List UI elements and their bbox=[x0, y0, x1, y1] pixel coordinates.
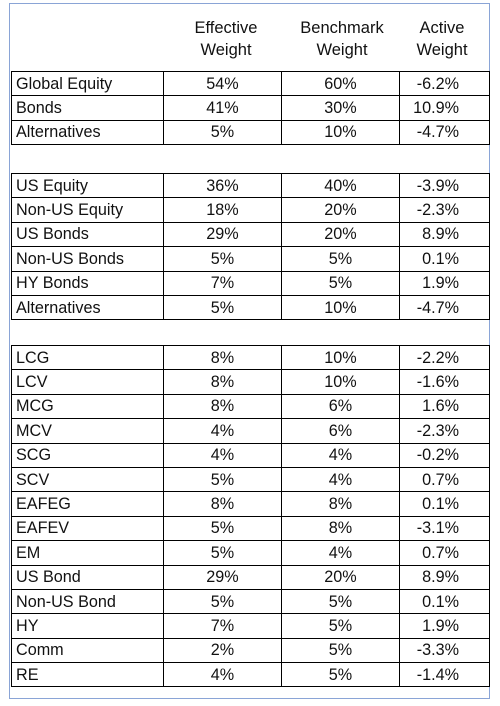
active-weight-cell: -1.6% bbox=[400, 370, 490, 394]
active-weight-cell: 1.9% bbox=[400, 271, 490, 295]
table-row bbox=[12, 541, 490, 565]
benchmark-weight-cell: 6% bbox=[282, 419, 400, 443]
active-weight-cell: -6.2% bbox=[400, 72, 490, 96]
row-label: Non-US Bond bbox=[12, 589, 164, 613]
row-label: RE bbox=[12, 663, 164, 687]
region-group bbox=[11, 173, 490, 320]
active-weight-cell: -4.7% bbox=[400, 295, 490, 319]
active-weight-cell: 1.6% bbox=[400, 394, 490, 418]
row-label: LCV bbox=[12, 370, 164, 394]
row-label: Comm bbox=[12, 638, 164, 662]
table-row bbox=[12, 419, 490, 443]
benchmark-weight-cell: 20% bbox=[282, 565, 400, 589]
row-label: SCV bbox=[12, 467, 164, 491]
active-weight-cell: -3.9% bbox=[400, 174, 490, 198]
effective-weight-cell: 29% bbox=[164, 565, 282, 589]
effective-weight-cell: 5% bbox=[164, 589, 282, 613]
table-row bbox=[12, 443, 490, 467]
benchmark-weight-cell: 8% bbox=[282, 516, 400, 540]
benchmark-weight-cell: 8% bbox=[282, 492, 400, 516]
header-effective-weight: Effective Weight bbox=[194, 19, 258, 59]
effective-weight-cell: 18% bbox=[164, 198, 282, 222]
active-weight-cell: -2.3% bbox=[400, 198, 490, 222]
table-row bbox=[12, 198, 490, 222]
effective-weight-cell: 5% bbox=[164, 295, 282, 319]
effective-weight-cell: 2% bbox=[164, 638, 282, 662]
table-row bbox=[12, 663, 490, 687]
active-weight-cell: -2.2% bbox=[400, 346, 490, 370]
benchmark-weight-cell: 30% bbox=[282, 96, 400, 120]
active-weight-cell: 0.7% bbox=[400, 467, 490, 491]
benchmark-weight-cell: 40% bbox=[282, 174, 400, 198]
table-row bbox=[12, 638, 490, 662]
table-header bbox=[10, 4, 489, 68]
table-row bbox=[12, 589, 490, 613]
row-label: EAFEG bbox=[12, 492, 164, 516]
effective-weight-cell: 7% bbox=[164, 614, 282, 638]
table-row bbox=[12, 516, 490, 540]
benchmark-weight-cell: 10% bbox=[282, 295, 400, 319]
table-row bbox=[12, 120, 490, 144]
effective-weight-cell: 8% bbox=[164, 346, 282, 370]
benchmark-weight-cell: 4% bbox=[282, 443, 400, 467]
effective-weight-cell: 4% bbox=[164, 663, 282, 687]
effective-weight-cell: 5% bbox=[164, 541, 282, 565]
benchmark-weight-cell: 20% bbox=[282, 198, 400, 222]
active-weight-cell: 0.1% bbox=[400, 492, 490, 516]
benchmark-weight-cell: 5% bbox=[282, 663, 400, 687]
effective-weight-cell: 41% bbox=[164, 96, 282, 120]
effective-weight-cell: 54% bbox=[164, 72, 282, 96]
effective-weight-cell: 36% bbox=[164, 174, 282, 198]
row-label: LCG bbox=[12, 346, 164, 370]
benchmark-weight-cell: 5% bbox=[282, 247, 400, 271]
benchmark-weight-cell: 60% bbox=[282, 72, 400, 96]
row-label: Global Equity bbox=[12, 72, 164, 96]
row-label: EAFEV bbox=[12, 516, 164, 540]
active-weight-cell: -4.7% bbox=[400, 120, 490, 144]
effective-weight-cell: 8% bbox=[164, 394, 282, 418]
effective-weight-cell: 5% bbox=[164, 516, 282, 540]
row-label: US Bond bbox=[12, 565, 164, 589]
benchmark-weight-cell: 10% bbox=[282, 120, 400, 144]
benchmark-weight-cell: 5% bbox=[282, 589, 400, 613]
active-weight-cell: -0.2% bbox=[400, 443, 490, 467]
table-row bbox=[12, 394, 490, 418]
benchmark-weight-cell: 5% bbox=[282, 271, 400, 295]
row-label: HY bbox=[12, 614, 164, 638]
style-group bbox=[11, 345, 490, 687]
active-weight-cell: 0.1% bbox=[400, 589, 490, 613]
active-weight-cell: -1.4% bbox=[400, 663, 490, 687]
active-weight-cell: 8.9% bbox=[400, 222, 490, 246]
active-weight-cell: 0.7% bbox=[400, 541, 490, 565]
benchmark-weight-cell: 10% bbox=[282, 346, 400, 370]
effective-weight-cell: 5% bbox=[164, 247, 282, 271]
table-row bbox=[12, 271, 490, 295]
table-row bbox=[12, 467, 490, 491]
benchmark-weight-cell: 4% bbox=[282, 467, 400, 491]
benchmark-weight-cell: 5% bbox=[282, 614, 400, 638]
weights-table-frame bbox=[9, 3, 490, 699]
table-row bbox=[12, 222, 490, 246]
row-label: Alternatives bbox=[12, 120, 164, 144]
effective-weight-cell: 5% bbox=[164, 467, 282, 491]
table-row bbox=[12, 72, 490, 96]
asset-class-group bbox=[11, 71, 490, 145]
benchmark-weight-cell: 10% bbox=[282, 370, 400, 394]
benchmark-weight-cell: 20% bbox=[282, 222, 400, 246]
effective-weight-cell: 8% bbox=[164, 492, 282, 516]
table-row bbox=[12, 492, 490, 516]
table-row bbox=[12, 295, 490, 319]
row-label: MCG bbox=[12, 394, 164, 418]
table-row bbox=[12, 247, 490, 271]
active-weight-cell: -3.3% bbox=[400, 638, 490, 662]
table-row bbox=[12, 174, 490, 198]
effective-weight-cell: 29% bbox=[164, 222, 282, 246]
row-label: US Equity bbox=[12, 174, 164, 198]
header-benchmark-weight: Benchmark Weight bbox=[300, 19, 384, 59]
table-row bbox=[12, 346, 490, 370]
active-weight-cell: -3.1% bbox=[400, 516, 490, 540]
active-weight-cell: 10.9% bbox=[400, 96, 490, 120]
row-label: EM bbox=[12, 541, 164, 565]
table-row bbox=[12, 614, 490, 638]
row-label: Non-US Bonds bbox=[12, 247, 164, 271]
active-weight-cell: 0.1% bbox=[400, 247, 490, 271]
active-weight-cell: 1.9% bbox=[400, 614, 490, 638]
effective-weight-cell: 5% bbox=[164, 120, 282, 144]
active-weight-cell: -2.3% bbox=[400, 419, 490, 443]
row-label: SCG bbox=[12, 443, 164, 467]
effective-weight-cell: 8% bbox=[164, 370, 282, 394]
row-label: Non-US Equity bbox=[12, 198, 164, 222]
row-label: HY Bonds bbox=[12, 271, 164, 295]
effective-weight-cell: 4% bbox=[164, 419, 282, 443]
table-row bbox=[12, 96, 490, 120]
benchmark-weight-cell: 6% bbox=[282, 394, 400, 418]
effective-weight-cell: 4% bbox=[164, 443, 282, 467]
row-label: Alternatives bbox=[12, 295, 164, 319]
row-label: US Bonds bbox=[12, 222, 164, 246]
row-label: MCV bbox=[12, 419, 164, 443]
table-row bbox=[12, 370, 490, 394]
header-active-weight: Active Weight bbox=[416, 19, 468, 59]
table-row bbox=[12, 565, 490, 589]
effective-weight-cell: 7% bbox=[164, 271, 282, 295]
row-label: Bonds bbox=[12, 96, 164, 120]
benchmark-weight-cell: 4% bbox=[282, 541, 400, 565]
benchmark-weight-cell: 5% bbox=[282, 638, 400, 662]
active-weight-cell: 8.9% bbox=[400, 565, 490, 589]
